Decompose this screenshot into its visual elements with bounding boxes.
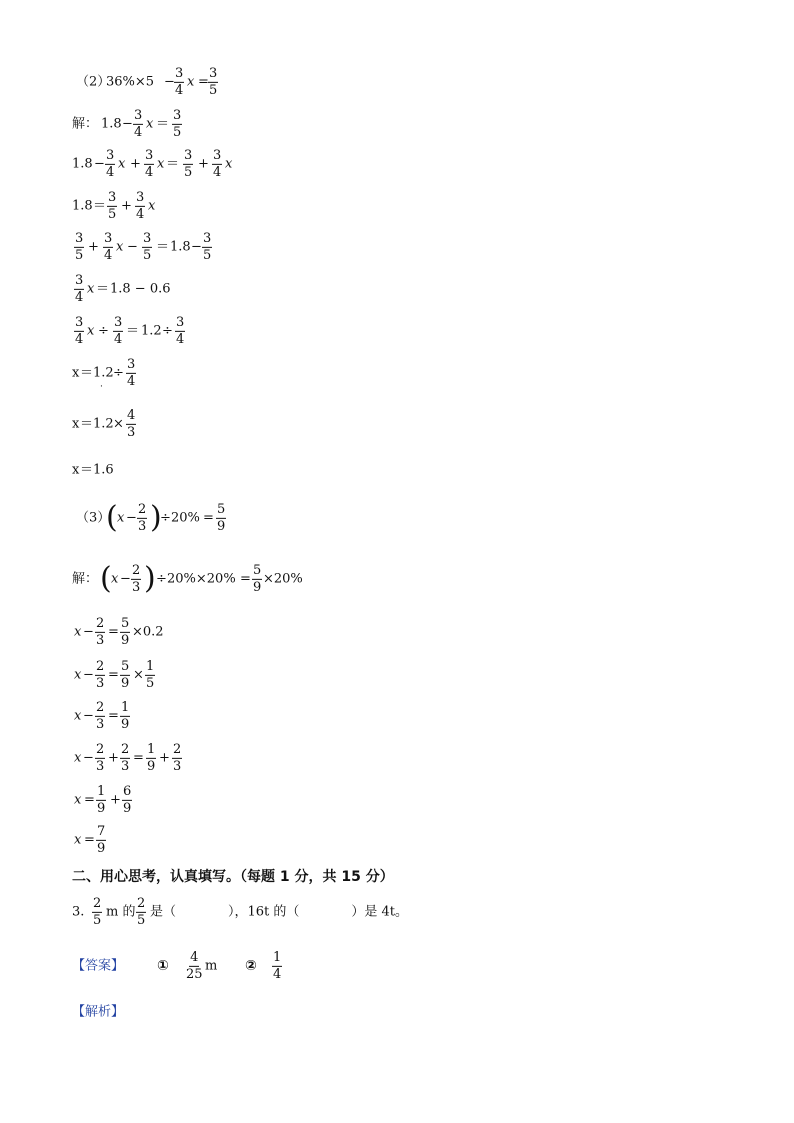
fraction: $\frac{2}{5}$ bbox=[137, 895, 146, 928]
math-variable: x bbox=[148, 198, 156, 214]
math-variable: x bbox=[74, 624, 82, 640]
fraction: $\frac{5}{9}$ bbox=[217, 501, 226, 534]
solution-label: 解： bbox=[72, 116, 99, 132]
math-variable: x bbox=[74, 708, 82, 724]
answer-marker: ① bbox=[157, 958, 169, 974]
fraction: $\frac{3}{5}$ bbox=[173, 107, 182, 140]
question-number: （2） bbox=[76, 74, 111, 90]
math-paren: ( bbox=[106, 500, 118, 535]
math-operator: − bbox=[120, 571, 131, 587]
math-number: 1.8 bbox=[72, 198, 93, 214]
analysis-tag: 【解析】 bbox=[72, 1004, 125, 1020]
fraction: $\frac{5}{9}$ bbox=[253, 562, 262, 595]
math-operator: − bbox=[83, 750, 94, 766]
fraction: $\frac{3}{4}$ bbox=[127, 356, 136, 389]
question-text: 是（ ），16t 的（ ）是 4t。 bbox=[150, 904, 409, 920]
math-operator: ÷ bbox=[160, 510, 171, 526]
math-operator: + bbox=[159, 750, 170, 766]
question-number: （3） bbox=[76, 510, 111, 526]
fraction: $\frac{2}{3}$ bbox=[173, 741, 182, 774]
math-number: 1.8 bbox=[101, 116, 122, 132]
math-variable: x bbox=[157, 156, 165, 172]
math-number: 1.2 bbox=[93, 365, 114, 381]
math-operator: + bbox=[121, 198, 132, 214]
math-operator: + bbox=[108, 750, 119, 766]
math-operator: − bbox=[191, 239, 202, 255]
math-operator: ＝ bbox=[80, 365, 94, 381]
math-operator: + bbox=[110, 792, 121, 808]
fraction: $\frac{1}{9}$ bbox=[147, 741, 156, 774]
math-operator: = bbox=[84, 792, 95, 808]
question-text: m 的 bbox=[106, 904, 136, 920]
fraction: $\frac{3}{4}$ bbox=[114, 314, 123, 347]
fraction: $\frac{1}{9}$ bbox=[97, 783, 106, 816]
fraction: $\frac{3}{4}$ bbox=[134, 107, 143, 140]
math-operator: ＝ bbox=[80, 462, 94, 478]
math-operator: − bbox=[83, 667, 94, 683]
math-variable: x bbox=[74, 832, 82, 848]
fraction: $\frac{3}{5}$ bbox=[75, 230, 84, 263]
math-operator: × bbox=[113, 416, 124, 432]
math-number: 1.6 bbox=[93, 462, 114, 478]
fraction: $\frac{3}{4}$ bbox=[106, 147, 115, 180]
fraction: $\frac{3}{5}$ bbox=[184, 147, 193, 180]
math-text: ×20% bbox=[263, 571, 303, 587]
fraction: $\frac{3}{4}$ bbox=[75, 314, 84, 347]
math-operator: ＝ bbox=[156, 239, 170, 255]
fraction: $\frac{2}{3}$ bbox=[96, 699, 105, 732]
math-operator: + bbox=[130, 156, 141, 172]
fraction: $\frac{3}{5}$ bbox=[143, 230, 152, 263]
fraction: $\frac{2}{3}$ bbox=[138, 501, 147, 534]
math-variable: x bbox=[111, 571, 119, 587]
math-variable: x bbox=[87, 323, 95, 339]
fraction: $\frac{6}{9}$ bbox=[123, 783, 132, 816]
fraction: $\frac{2}{3}$ bbox=[96, 658, 105, 691]
math-operator: − bbox=[126, 510, 137, 526]
math-operator: − bbox=[94, 156, 105, 172]
fraction: $\frac{2}{3}$ bbox=[96, 615, 105, 648]
math-variable: x bbox=[225, 156, 233, 172]
math-variable: x bbox=[72, 462, 80, 478]
fraction: $\frac{3}{4}$ bbox=[136, 189, 145, 222]
fraction: $\frac{3}{4}$ bbox=[175, 65, 184, 98]
fraction: $\frac{5}{9}$ bbox=[121, 658, 130, 691]
math-operator: ＝ bbox=[80, 416, 94, 432]
math-variable: x bbox=[187, 74, 195, 90]
math-operator: = bbox=[84, 832, 95, 848]
math-number: 1.2 bbox=[141, 323, 162, 339]
fraction: $\frac{1}{9}$ bbox=[121, 699, 130, 732]
fraction: $\frac{3}{4}$ bbox=[145, 147, 154, 180]
fraction: $\frac{3}{5}$ bbox=[108, 189, 117, 222]
math-operator: = bbox=[203, 510, 214, 526]
fraction: $\frac{3}{4}$ bbox=[104, 230, 113, 263]
math-text: 20%×20% bbox=[167, 571, 236, 587]
math-operator: ÷ bbox=[162, 323, 173, 339]
math-variable: x bbox=[116, 239, 124, 255]
solution-label: 解： bbox=[72, 571, 99, 587]
answer-tag: 【答案】 bbox=[72, 958, 125, 974]
math-operator: = bbox=[198, 74, 209, 90]
math-text: 36%×5 bbox=[106, 74, 155, 90]
math-operator: ÷ bbox=[98, 323, 109, 339]
fraction: $\frac{2}{5}$ bbox=[93, 895, 102, 928]
math-operator: ＝ bbox=[96, 281, 110, 297]
math-operator: ÷ bbox=[156, 571, 167, 587]
math-operator: ÷ bbox=[113, 365, 124, 381]
dot-mark: . bbox=[100, 379, 103, 390]
math-variable: x bbox=[72, 365, 80, 381]
math-operator: = bbox=[240, 571, 251, 587]
fraction: $\frac{3}{5}$ bbox=[209, 65, 218, 98]
question-number: 3. bbox=[72, 904, 85, 920]
math-operator: ＝ bbox=[166, 156, 180, 172]
math-text: ×0.2 bbox=[132, 624, 164, 640]
math-operator: − bbox=[122, 116, 133, 132]
math-variable: x bbox=[74, 792, 82, 808]
math-number: 1.2 bbox=[93, 416, 114, 432]
fraction: $\frac{1}{5}$ bbox=[146, 658, 155, 691]
math-variable: x bbox=[146, 116, 154, 132]
math-paren: ) bbox=[144, 561, 156, 596]
answer-marker: ② bbox=[245, 958, 257, 974]
fraction: $\frac{5}{9}$ bbox=[121, 615, 130, 648]
section-heading: 二、用心思考，认真填写。（每题 1 分，共 15 分） bbox=[72, 869, 394, 885]
math-operator: ＝ bbox=[93, 198, 107, 214]
math-paren: ( bbox=[100, 561, 112, 596]
math-variable: x bbox=[87, 281, 95, 297]
fraction: $\frac{2}{3}$ bbox=[132, 562, 141, 595]
fraction: $\frac{7}{9}$ bbox=[97, 823, 106, 856]
math-operator: + bbox=[198, 156, 209, 172]
fraction: $\frac{3}{5}$ bbox=[203, 230, 212, 263]
math-paren: ) bbox=[150, 500, 162, 535]
math-operator: = bbox=[108, 624, 119, 640]
unit-text: m bbox=[205, 958, 218, 974]
fraction: $\frac{3}{4}$ bbox=[75, 272, 84, 305]
fraction: $\frac{4}{3}$ bbox=[127, 407, 136, 440]
math-operator: ＝ bbox=[156, 116, 170, 132]
math-number: 1.8 bbox=[170, 239, 191, 255]
fraction: $\frac{2}{3}$ bbox=[96, 741, 105, 774]
math-operator: ＝ bbox=[126, 323, 140, 339]
math-variable: x bbox=[117, 510, 125, 526]
math-operator: = bbox=[108, 708, 119, 724]
math-operator: − bbox=[127, 239, 138, 255]
math-operator: − bbox=[83, 624, 94, 640]
math-number: 1.8 bbox=[72, 156, 93, 172]
math-variable: x bbox=[74, 750, 82, 766]
math-operator: + bbox=[88, 239, 99, 255]
math-operator: − bbox=[83, 708, 94, 724]
fraction: $\frac{1}{4}$ bbox=[273, 949, 282, 982]
math-operator: − bbox=[164, 74, 175, 90]
fraction: $\frac{3}{4}$ bbox=[213, 147, 222, 180]
math-variable: x bbox=[74, 667, 82, 683]
math-operator: = bbox=[108, 667, 119, 683]
math-variable: x bbox=[118, 156, 126, 172]
math-text: 1.8 − 0.6 bbox=[110, 281, 171, 297]
fraction: $\frac{3}{4}$ bbox=[176, 314, 185, 347]
fraction: $\frac{4}{25}$ bbox=[186, 949, 203, 982]
math-operator: = bbox=[133, 750, 144, 766]
math-operator: × bbox=[133, 667, 144, 683]
fraction: $\frac{2}{3}$ bbox=[121, 741, 130, 774]
math-number: 20% bbox=[171, 510, 200, 526]
math-variable: x bbox=[72, 416, 80, 432]
